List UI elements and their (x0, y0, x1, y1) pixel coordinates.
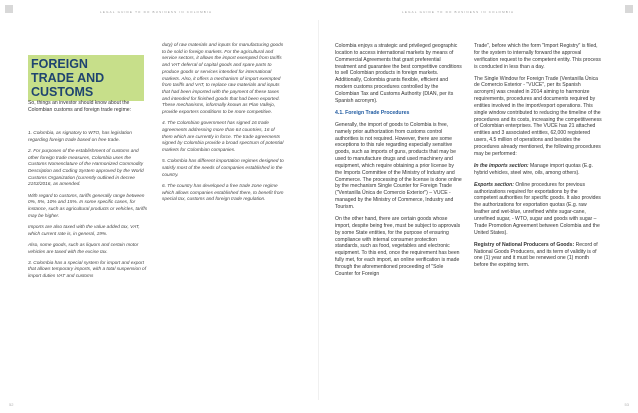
page-gutter (318, 20, 319, 400)
registry-text: Record of National Goods Producers, and its term of validity is of one (1) year and it must be renewed one (1) month before the expiring term. (474, 241, 598, 269)
exports-section-label: Exports section: (474, 181, 514, 188)
paragraph-registry (474, 242, 602, 269)
paragraph-imports (474, 163, 602, 177)
paragraph: On the other hand, there are certain goods whose import, despite being free, must be subject to approvals by some State entities, for the purpose of ensuring compliance with internal consumer protection standards, such as food, vegetables and electronic equipment. To this end, once the requirement has been fully met, for each import, an online verification is made through the aforementioned proceeding of "Sole Counter for Foreign (335, 215, 461, 277)
paragraph: 4. The Colombian government has signed 16 trade agreements addressing more than 64 countries, 16 of them which are currently in force. The trade agreements signed by Colombia provide a broad spectrum of potential markets for Colombian companies. (162, 121, 284, 154)
paragraph-exports (474, 182, 602, 237)
column-3 (335, 43, 462, 283)
running-header-right: LEGAL GUIDE TO DO BUSINESS IN COLOMBIA (402, 10, 515, 14)
paragraph: 1. Colombia, as signatory to WTO, has legislation regarding foreign trade based on free trade. (28, 131, 132, 143)
paragraph: Colombia enjoys a strategic and privileged geographic location to access international markets by means of Commercial Agreements that grant preferential treatment and guarantee the best competitive conditions to sell Colombian products in foreign markets. Additionally, Colombia grants flexible, efficient and modern customs procedures controlled by the Colombian Tax and Customs Authority (DIAN, per its Spanish acronym). (335, 43, 462, 104)
section-title-line: FOREIGN (31, 57, 88, 71)
corner-marker-left (5, 5, 13, 13)
column-2 (162, 43, 284, 208)
paragraph: The Single Window for Foreign Trade (Ventanilla Única de Comercio Exterior - "VUCE", per its Spanish acronym) was created in 2014 aiming to harmonize requirements, procedures and documents required by entities involved in the import/export operations. This single window contributed to reducing the timeline of the procedures and its costs, increasing the competitiveness of Colombian enterprises. The VUCE has 21 attached entities and 3 associated entities, 62,000 registered users, 4.5 million of operations and besides the procedures already mentioned, the following procedures may be performed: (474, 75, 602, 157)
section-title (28, 55, 144, 101)
running-header-left: LEGAL GUIDE TO DO BUSINESS IN COLOMBIA (100, 10, 213, 14)
paragraph: duty) of raw materials and inputs for manufacturing goods to be sold in foreign markets. For the agricultural and service sectors, it allows the import exempted from tariffs and VAT deferral of capital goods and spare parts to produce goods or services intended for international markets. Also, it offers a mechanism of import exempted from tariffs and VAT, to replace raw materials and inputs that had been imported with the payment of these taxes and intended for finished goods that had been exported. These mechanisms, informally known as Plan Vallejo, provide exporters conditions to be more competitive. (162, 43, 284, 116)
paragraph: Imports are also taxed with the value added tax, VAT, which current rate is, in general, 19%. (28, 224, 140, 237)
registry-label: Registry of National Producers of Goods: (474, 241, 575, 248)
page-number-right: 53 (624, 402, 629, 407)
page-number-left: 52 (9, 402, 14, 407)
corner-marker-right (625, 5, 633, 13)
paragraph: 3. Colombia has a special system for import and export that allows temporary imports, with a total suspension of import duties VAT and customs (28, 260, 147, 280)
imports-section-label: In the imports section: (474, 162, 529, 169)
imports-section-text: Manage import quotas (E.g. hybrid vehicles, steel wire, oils, among others). (474, 162, 593, 176)
paragraph: Generally, the import of goods to Colombia is free, namely prior authorization from customs control authorities is not required. However, there are some exceptions to this rule regarding especially sensitive goods, such as imports of guns, products that may be used to manufacture drugs and used machinery and equipment, which require obtaining a prior license by the Imports Committee of the Ministry of Industry and Commerce. The processing of the license is done online by the mechanism Single Counter for Foreign Trade ("Ventanilla Única de Comercio Exterior") – VUCE - managed by the Ministry of Commerce, Industry and Tourism. (335, 121, 462, 210)
paragraph: With regard to customs, tariffs generally range between 0%, 5%, 10% and 15%. In some specific cases, for instance, such as agricultural products or vehicles, tariffs may be higher. (28, 193, 148, 219)
paragraph: 6. The country has developed a free trade zone regime which allows companies established there, to benefit from special tax, customs and foreign trade regulation. (162, 183, 284, 203)
paragraph: 5. Colombia has different importation regimes designed to satisfy most of the needs of companies established in the country. (162, 159, 284, 178)
exports-section-text: Online procedures for previous authorizations required for exportations by the competent authorities for specific goods. It also provides the authorizations for exportation quotas (E.g. raw leather and wet-blue, unrefined white sugar-cane, unrefined sugar, - WTO, sugar and goods with sugar – Trade Promotion Agreement between Colombia and the United States). (474, 181, 601, 236)
column-4 (474, 43, 602, 274)
section-title-line: CUSTOMS (31, 85, 94, 99)
paragraph: Also, some goods, such as liquors and certain motor vehicles are taxed with the excise tax. (28, 242, 139, 255)
paragraph: Trade", before which the form "Import Registry" is filed, for the system to internally forward the approval verification request to the competent entity. This process is conducted in less than a day. (474, 43, 601, 70)
section-title-line: TRADE AND (31, 71, 105, 85)
lead-paragraph: So, things an investor should know about the Colombian customs and foreign trade regime: (28, 100, 132, 113)
subsection-heading: 4.1. Foreign Trade Procedures (335, 109, 410, 116)
paragraph: 2. For purposes of the establishment of customs and other foreign trade measures, Colombia uses the Customs Nomenclature of the Harmonized Commodity Description and Coding System approved by the World Customs Organization (currently outlined in decree 2153/2016, as amended. (28, 148, 144, 188)
column-1 (28, 131, 150, 285)
